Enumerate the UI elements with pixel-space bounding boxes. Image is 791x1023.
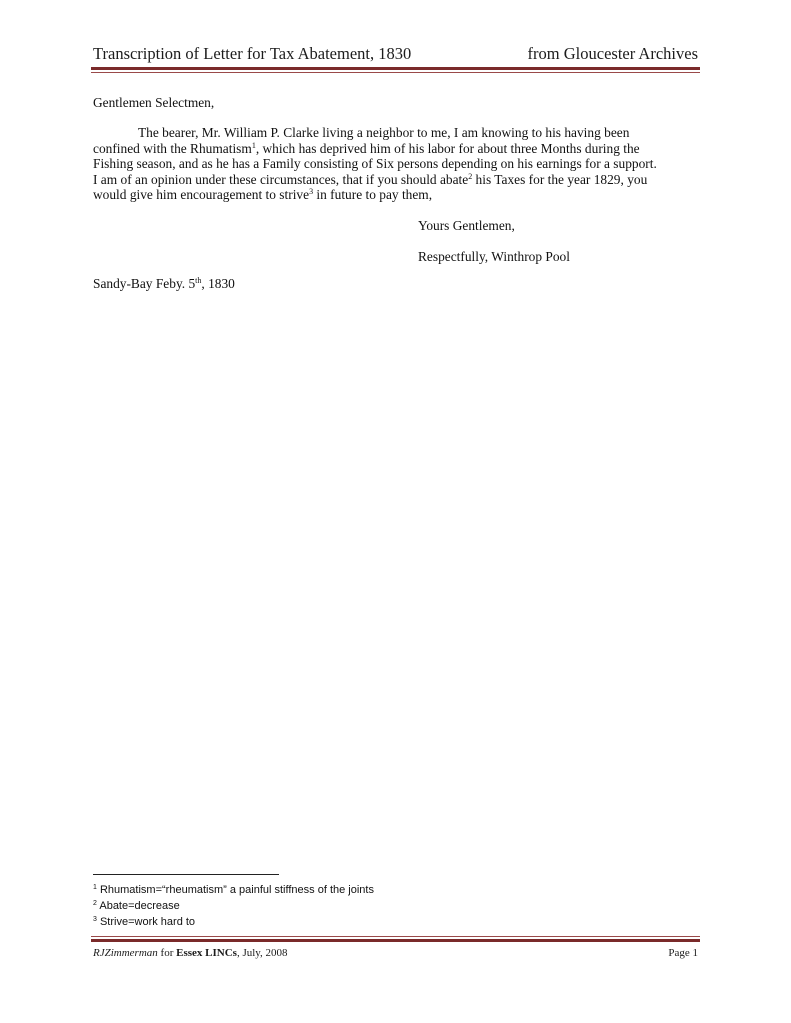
- footer-rule-thick: [91, 939, 700, 942]
- footnote-ref: 2: [468, 171, 473, 181]
- footer-date: , July, 2008: [236, 947, 288, 959]
- date-ordinal: th: [195, 276, 202, 285]
- letter-date: [93, 276, 235, 292]
- footnote: [93, 900, 180, 912]
- date-text: Sandy-Bay Feby. 5: [93, 276, 196, 291]
- footer-rule-thin: [91, 936, 700, 937]
- body-line: [93, 125, 703, 141]
- footer-credit: [93, 947, 288, 959]
- body-text: Fishing season, and as he has a Family consisting of Six persons depending on his earnings for a support.: [93, 156, 657, 171]
- footnote-number: 3: [93, 916, 97, 923]
- body-line: [93, 141, 703, 157]
- footnote-text: Abate=decrease: [99, 900, 180, 912]
- footer-for: for: [157, 947, 177, 959]
- letter-closing: Yours Gentlemen,: [418, 218, 515, 233]
- header-source: from Gloucester Archives: [527, 44, 698, 63]
- page-header: [93, 44, 698, 66]
- date-year: , 1830: [201, 276, 235, 291]
- letter-greeting: Gentlemen Selectmen,: [93, 95, 215, 110]
- body-text: in future to pay them,: [313, 187, 433, 202]
- header-rule-thin: [91, 72, 700, 73]
- letter-body: [93, 125, 703, 203]
- footnote-ref: 3: [309, 187, 314, 196]
- body-text: confined with the Rhumatism: [93, 140, 252, 156]
- body-text: would give him encouragement to strive: [93, 187, 310, 202]
- body-text: his Taxes for the year 1829, you: [472, 171, 648, 187]
- footnote: [93, 916, 195, 928]
- body-line: [93, 156, 703, 172]
- page-number: Page 1: [668, 947, 698, 959]
- footnote-text: Rhumatism=“rheumatism” a painful stiffness of the joints: [99, 884, 374, 896]
- body-text: , which has deprived him of his labor for about three Months during the: [255, 140, 640, 156]
- body-text: The bearer, Mr. William P. Clarke living a neighbor to me, I am knowing to his having been: [138, 125, 630, 140]
- footnote-ref: 1: [251, 140, 256, 150]
- header-rule-thick: [91, 67, 700, 70]
- footnote-text: Strive=work hard to: [99, 916, 196, 928]
- footnote-separator: [93, 874, 279, 875]
- footer-org: Essex LINCs: [176, 947, 237, 959]
- header-title: Transcription of Letter for Tax Abatement, 1830: [93, 44, 412, 63]
- letter-signature: Respectfully, Winthrop Pool: [418, 249, 570, 264]
- footer-author: RJZimmerman: [93, 947, 158, 959]
- body-line: [93, 172, 703, 188]
- footnote-number: 2: [93, 900, 97, 907]
- body-text: I am of an opinion under these circumstances, that if you should abate: [93, 171, 469, 187]
- footnote: [93, 884, 374, 896]
- body-line: [93, 187, 703, 203]
- footnote-number: 1: [93, 884, 97, 891]
